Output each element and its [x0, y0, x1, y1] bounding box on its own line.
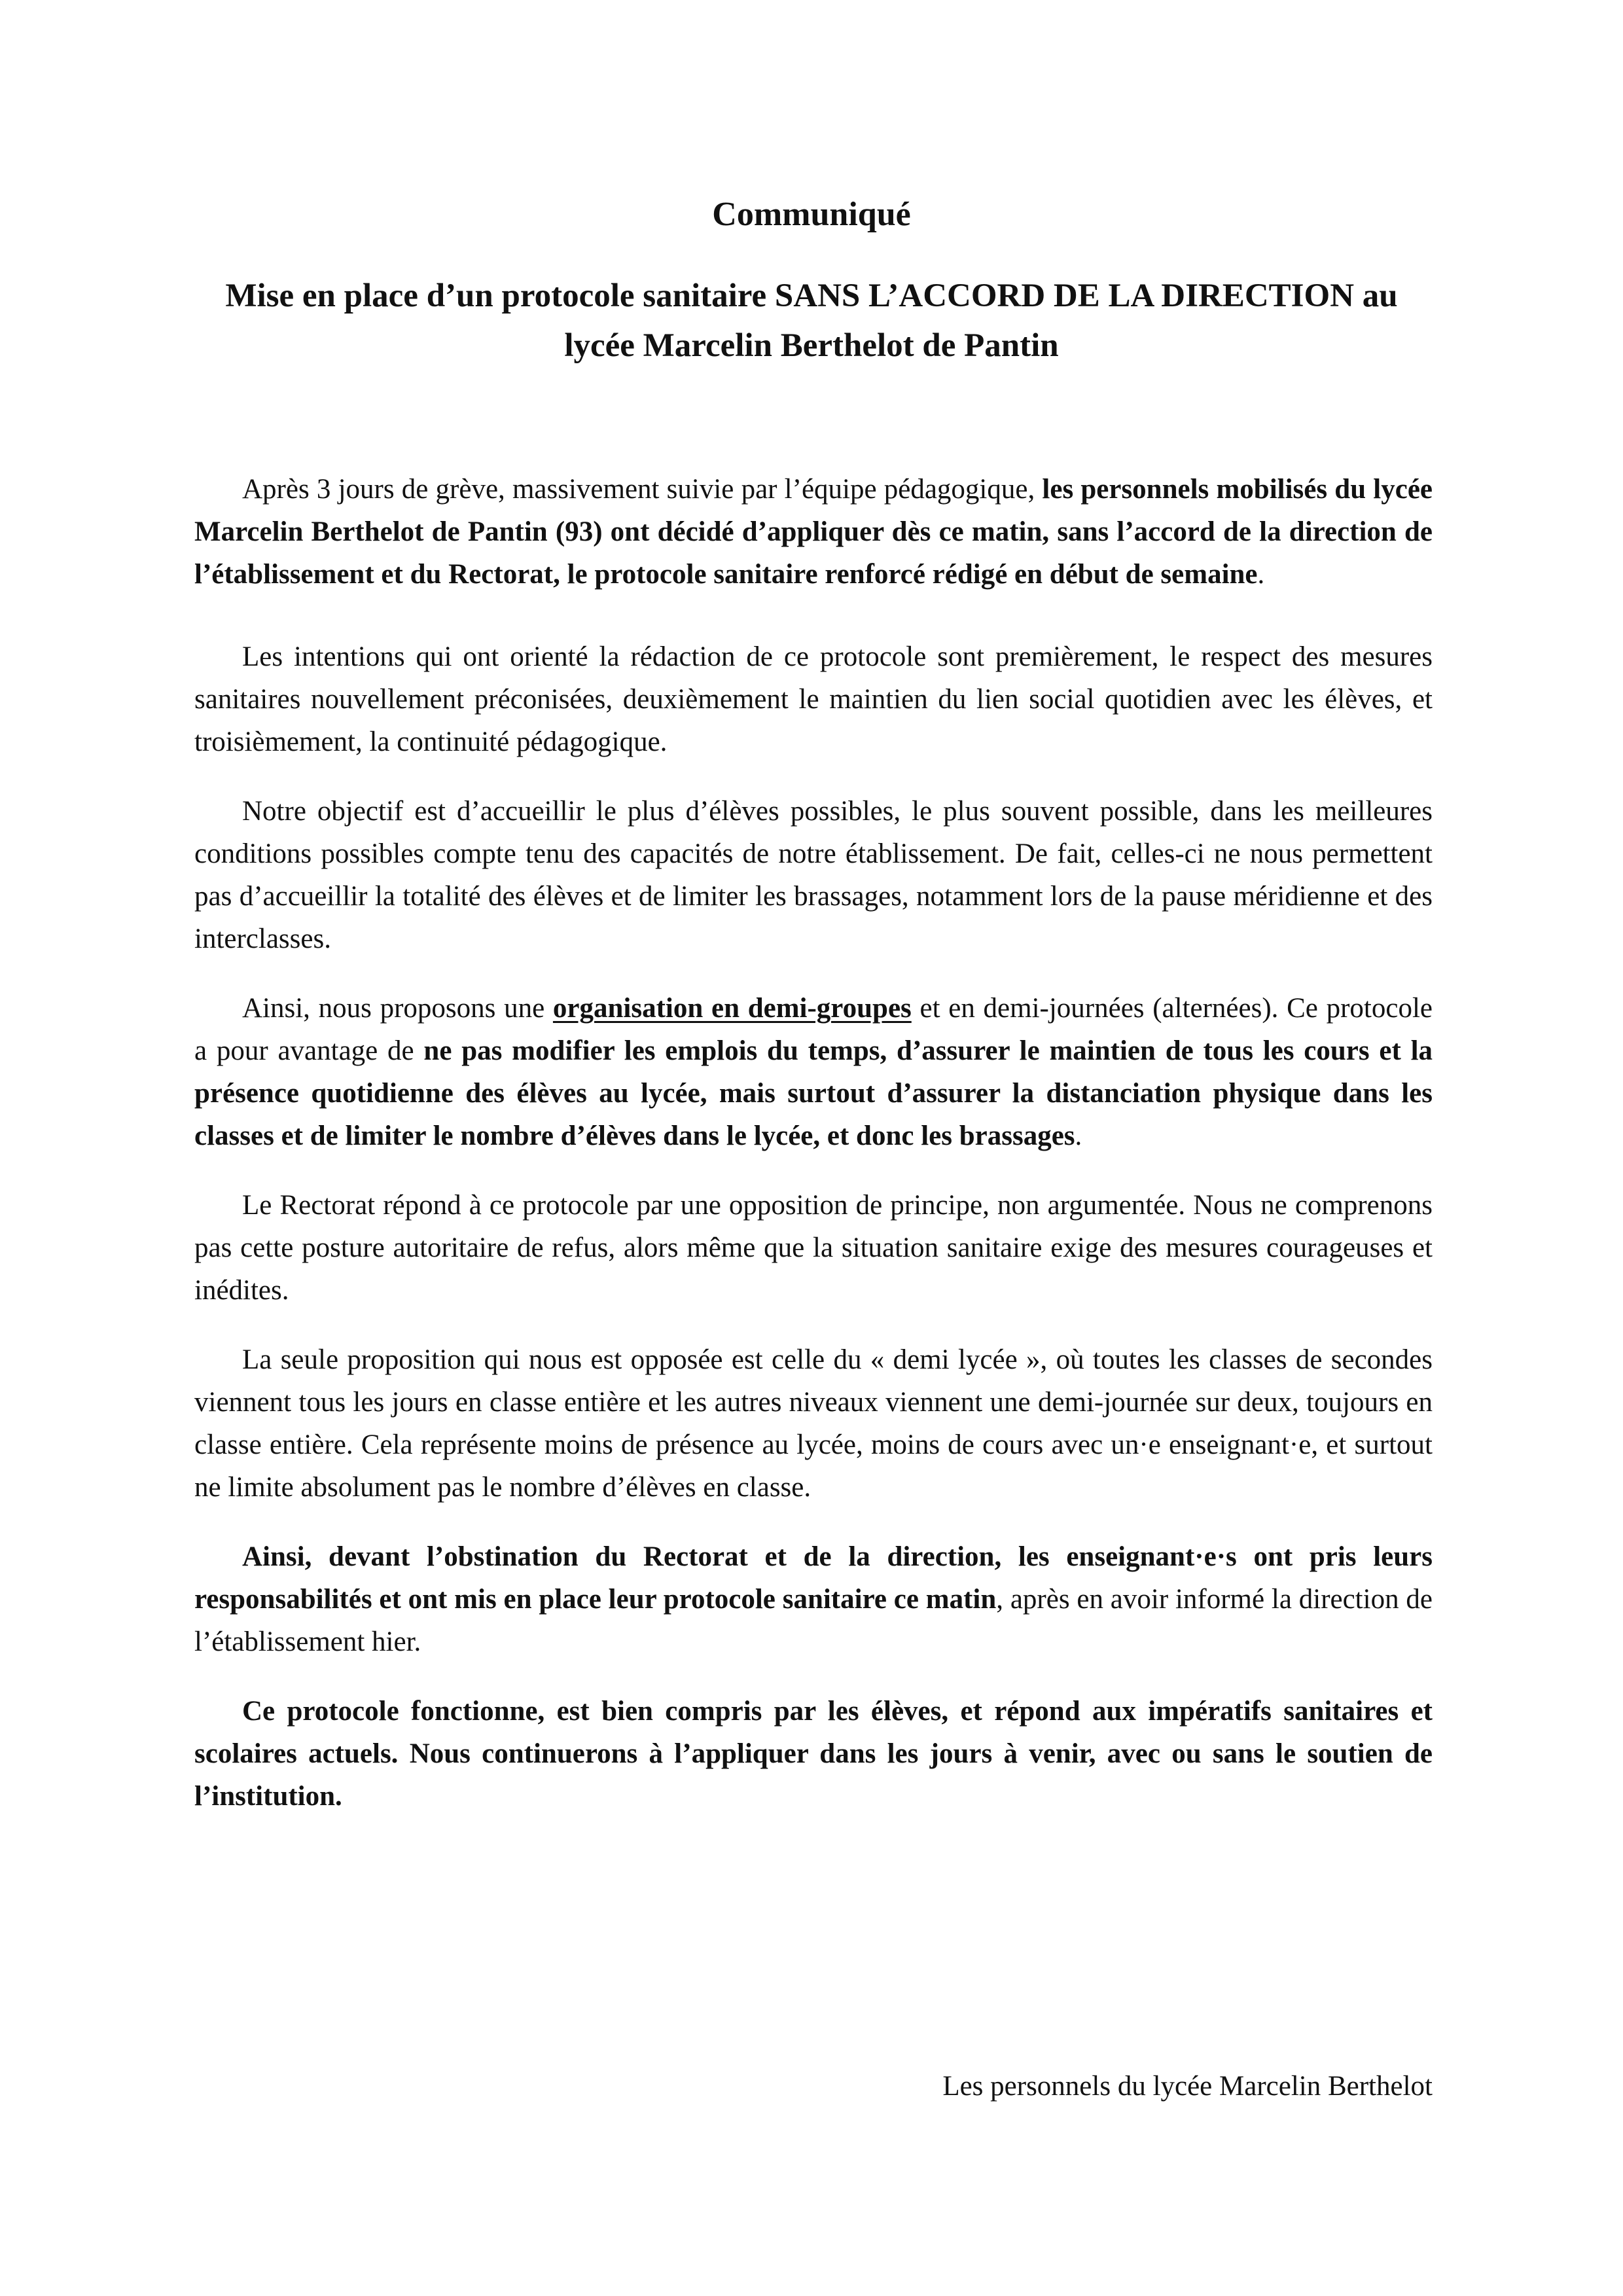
paragraph-7 [194, 1535, 1433, 1663]
paragraph-7-end: , après en avoir informé la direction de l’établissement hier. [194, 1584, 1433, 1657]
paragraph-4-bold: ne pas modifier les emplois du temps, d’assurer le maintien de tous les cours et la présence quotidienne des élèves au lycée, mais surtout d’assurer la distanciation physique dans les classes et de limiter le nombre d’élèves dans le lycée, et donc les brassages [194, 1035, 1433, 1151]
paragraph-6: La seule proposition qui nous est opposée est celle du « demi lycée », où toutes les classes de secondes viennent tous les jours en classe entière et les autres niveaux viennent une demi-journée sur deux, toujours en classe entière. Cela représente moins de présence au lycée, moins de cours avec un·e enseignant·e, et surtout ne limite absolument pas le nombre d’élèves en classe. [194, 1344, 1433, 1503]
paragraph-1-intro: Après 3 jours de grève, massivement suivie par l’équipe pédagogique, [242, 474, 1043, 505]
paragraph-1-bold: les personnels mobilisés du lycée Marcelin Berthelot de Pantin (93) ont décidé d’appliquer dès ce matin, sans l’accord de la direction de l’établissement et du Rectorat, le protocole sanitaire renforcé rédigé en début de semaine [194, 474, 1433, 590]
signature: Les personnels du lycée Marcelin Berthelot [942, 2071, 1433, 2102]
page-title: Communiqué [712, 196, 911, 233]
paragraph-5: Le Rectorat répond à ce protocole par une opposition de principe, non argumentée. Nous ne comprenons pas cette posture autoritaire de refus, alors même que la situation sanitaire exige des mesures courageuses et inédites. [194, 1190, 1433, 1306]
paragraph-2: Les intentions qui ont orienté la rédaction de ce protocole sont premièrement, le respect des mesures sanitaires nouvellement préconisées, deuxièmement le maintien du lien social quotidien avec les élèves, et troisièmement, la continuité pédagogique. [194, 641, 1433, 757]
document-body [194, 468, 1433, 1844]
paragraph-4-intro: Ainsi, nous proposons une [242, 993, 553, 1024]
paragraph-4-end: . [1075, 1121, 1082, 1151]
paragraph-4-middle: et en demi-journées (alternées). Ce protocole a pour avantage de [194, 993, 1433, 1066]
paragraph-3: Notre objectif est d’accueillir le plus d’élèves possibles, le plus souvent possible, dans les meilleures conditions possibles compte tenu des capacités de notre établissement. De fait, celles-ci ne nous permettent pas d’accueillir la totalité des élèves et de limiter les brassages, notamment lors de la pause méridienne et des interclasses. [194, 796, 1433, 954]
paragraph-4-underlined: organisation en demi-groupes [552, 993, 912, 1024]
paragraph-7-bold: Ainsi, devant l’obstination du Rectorat et de la direction, les enseignant·e·s ont pris leurs responsabilités et ont mis en place leur protocole sanitaire ce matin [194, 1541, 1433, 1615]
paragraph-1-end: . [1257, 559, 1265, 590]
page-subtitle: Mise en place d’un protocole sanitaire SANS L’ACCORD DE LA DIRECTION au lycée Marcelin Berthelot de Pantin [225, 278, 1398, 364]
paragraph-4 [194, 987, 1433, 1157]
paragraph-8 [194, 1690, 1433, 1818]
paragraph-8-bold: Ce protocole fonctionne, est bien compris par les élèves, et répond aux impératifs sanitaires et scolaires actuels. Nous continuerons à l’appliquer dans les jours à venir, avec ou sans le soutien de l’institution. [194, 1696, 1433, 1812]
paragraph-1 [194, 468, 1433, 596]
